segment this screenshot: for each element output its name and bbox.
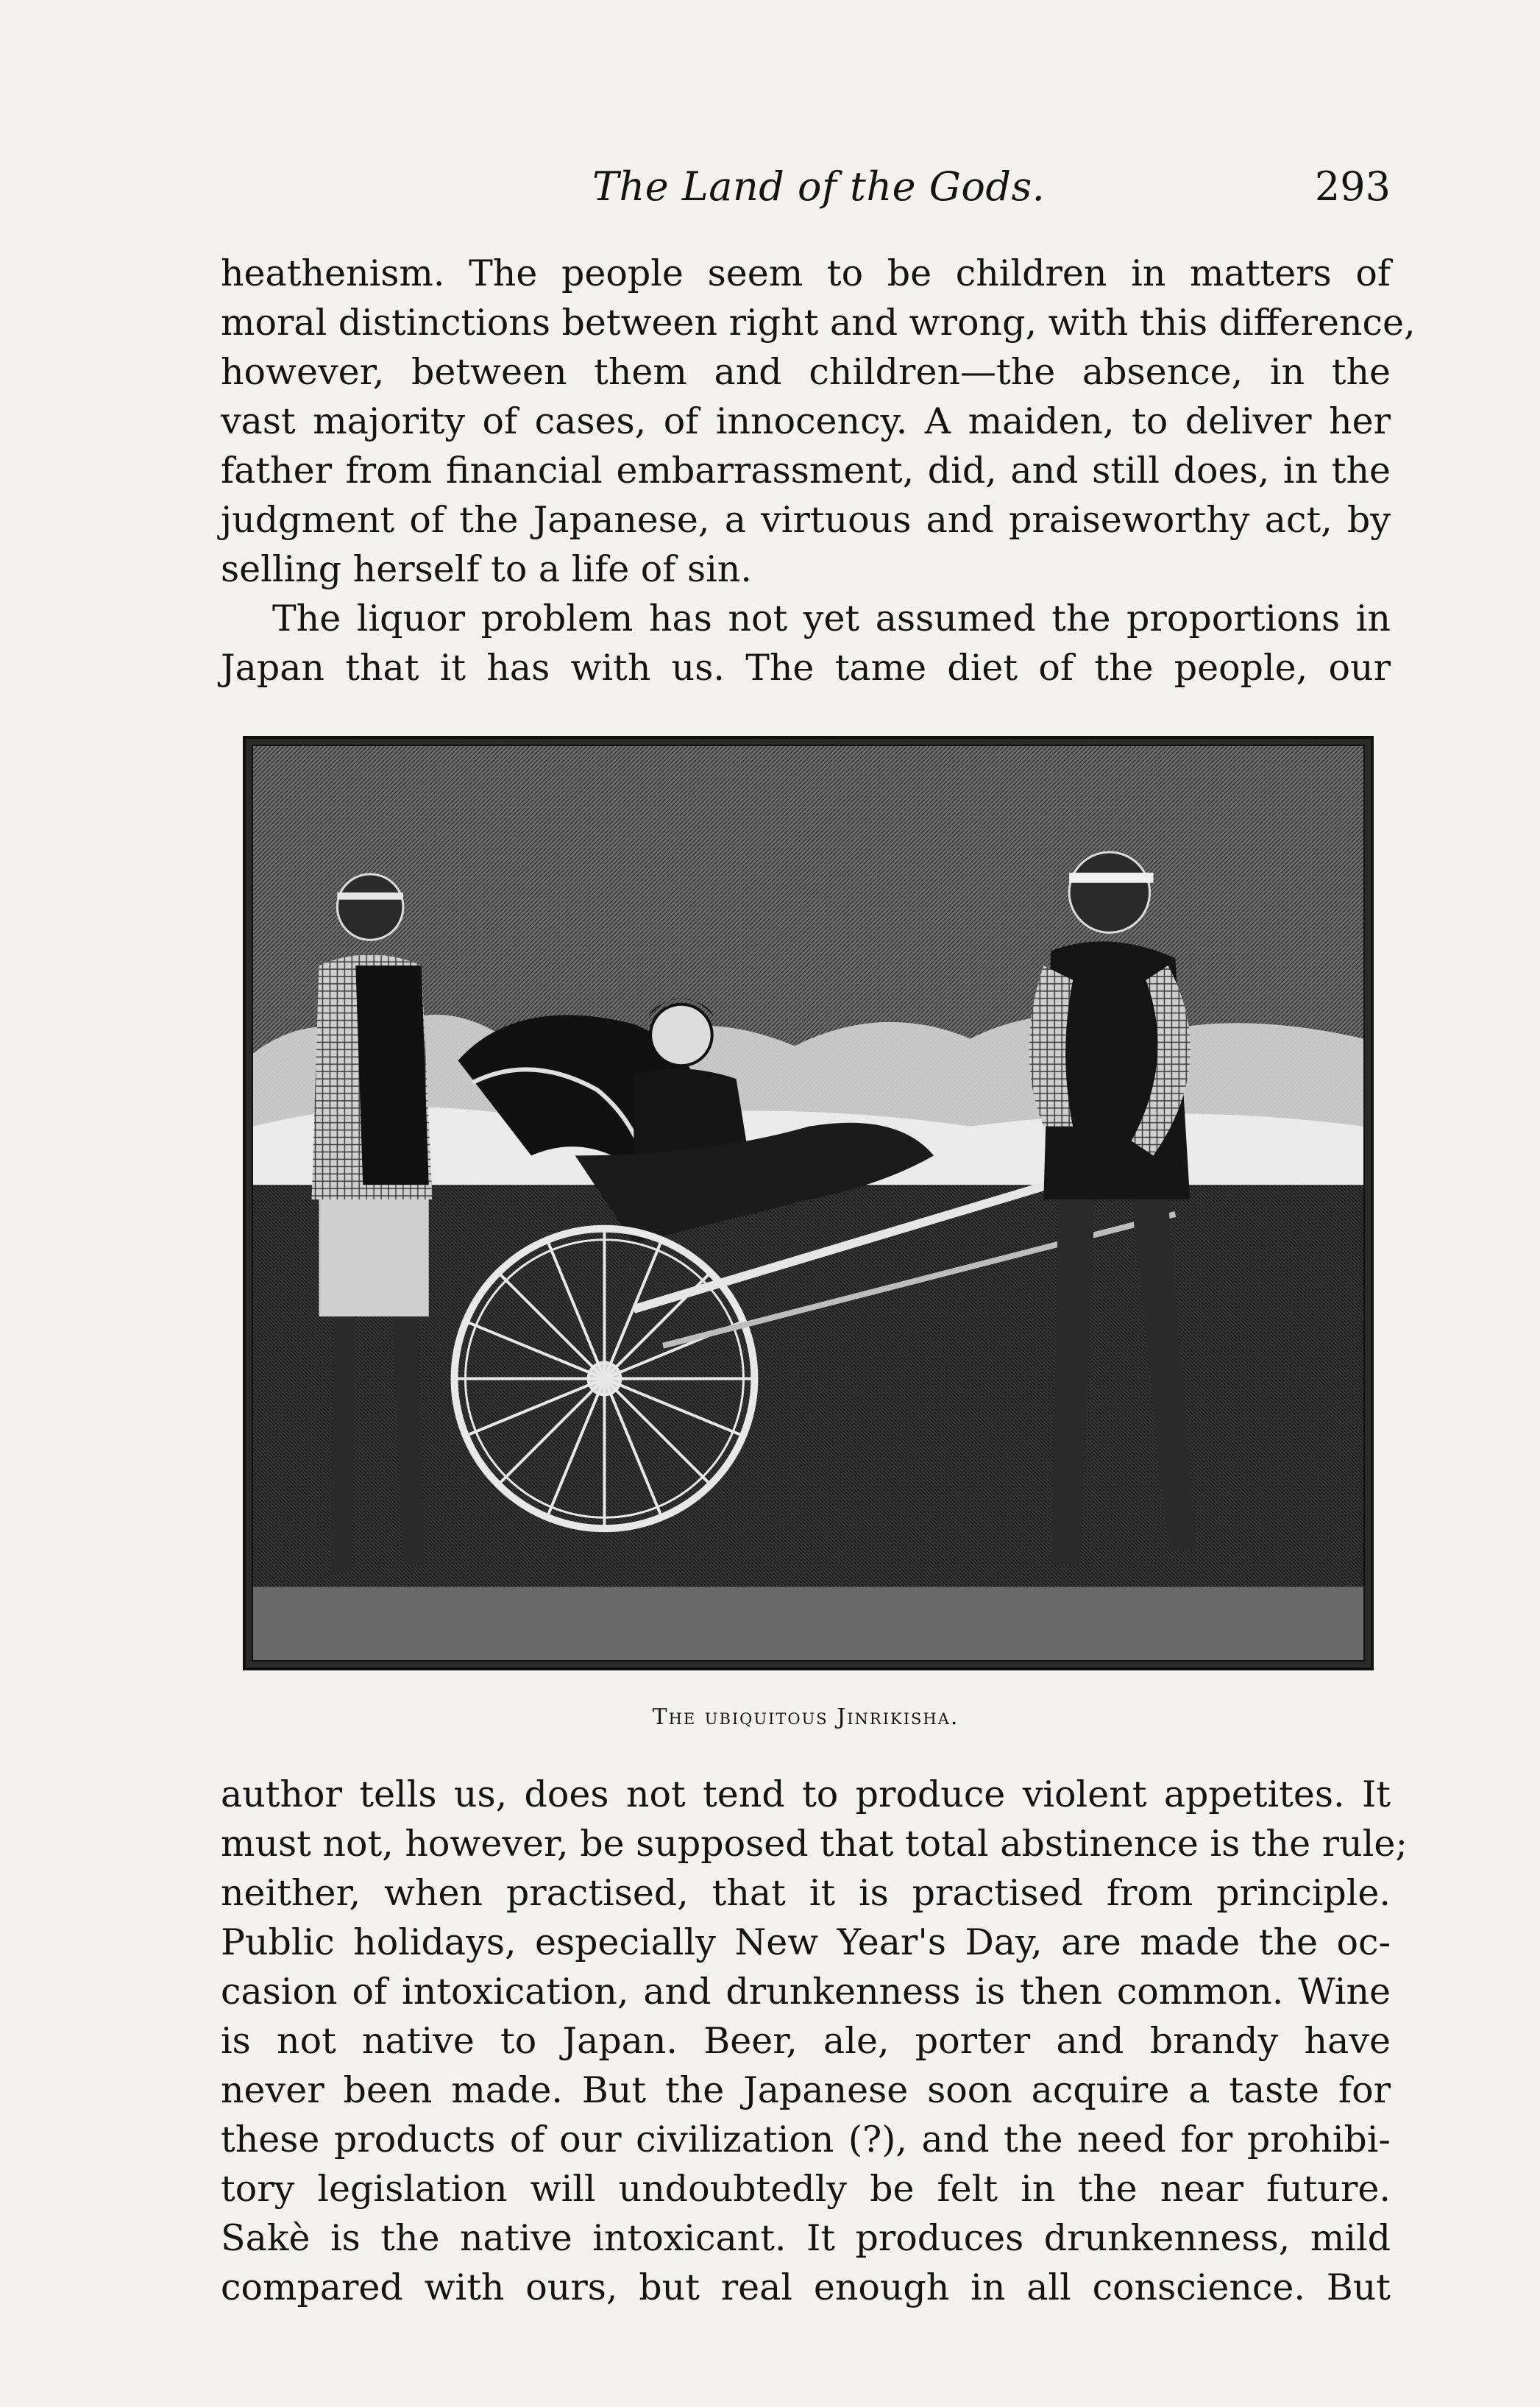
running-head <box>221 163 1391 215</box>
rickshaw-wheel <box>455 1229 755 1528</box>
jinrikisha-illustration <box>243 736 1374 1670</box>
text-line: Japan that it has with us. The tame diet of the people, our <box>221 647 1391 689</box>
text-line: Public holidays, especially New Year's Day, are made the oc- <box>221 1921 1391 1963</box>
running-title: The Land of the Gods. <box>592 163 1046 210</box>
text-line: heathenism. The people seem to be children in matters of <box>221 252 1391 294</box>
text-line: is not native to Japan. Beer, ale, porter and brandy have <box>221 2020 1391 2062</box>
illustration-frame <box>252 745 1365 1662</box>
text-line: these products of our civilization (?), and the need for prohibi- <box>221 2119 1391 2160</box>
text-line: moral distinctions between right and wrong, with this difference, <box>221 302 1416 344</box>
text-line: author tells us, does not tend to produce violent appetites. It <box>221 1773 1391 1815</box>
page-number: 293 <box>1314 163 1391 210</box>
text-line: must not, however, be supposed that total abstinence is the rule; <box>221 1823 1408 1865</box>
text-line: compared with ours, but real enough in all conscience. But <box>221 2266 1391 2308</box>
engraving-image <box>253 746 1363 1660</box>
text-line: Sakè is the native intoxicant. It produces drunkenness, mild <box>221 2217 1391 2259</box>
text-line: casion of intoxication, and drunkenness is then common. Wine <box>221 1971 1391 2013</box>
text-line: however, between them and children—the absence, in the <box>221 351 1391 393</box>
text-block-bottom <box>221 1770 1408 2312</box>
text-line: vast majority of cases, of innocency. A maiden, to deliver her <box>221 400 1391 442</box>
text-line: never been made. But the Japanese soon acquire a taste for <box>221 2069 1391 2111</box>
figure-caption: The ubiquitous Jinrikisha. <box>652 1704 959 1730</box>
text-line: neither, when practised, that it is practised from principle. <box>221 1872 1391 1914</box>
text-line: selling herself to a life of sin. <box>221 548 752 590</box>
text-block-top <box>221 249 1416 692</box>
text-line: father from financial embarrassment, did, and still does, in the <box>221 450 1391 492</box>
text-line: The liquor problem has not yet assumed the proportions in <box>272 598 1391 639</box>
text-line: tory legislation will undoubtedly be felt in the near future. <box>221 2168 1391 2210</box>
text-line: judgment of the Japanese, a virtuous and praiseworthy act, by <box>221 499 1391 541</box>
